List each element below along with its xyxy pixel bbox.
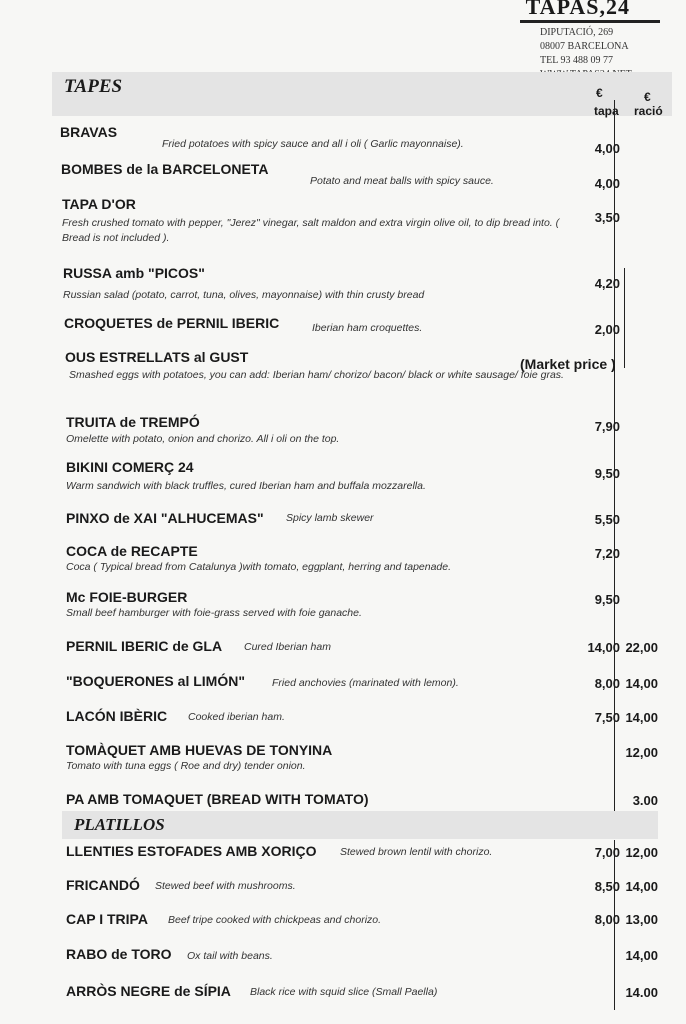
- item-description: Fried potatoes with spicy sauce and all i oli ( Garlic mayonnaise).: [162, 138, 464, 150]
- tapa-price: 4,00: [594, 176, 620, 191]
- logo-fragment: [520, 0, 660, 23]
- item-name: BRAVAS: [60, 124, 118, 140]
- item-name: PINXO de XAI "ALHUCEMAS": [66, 510, 264, 526]
- tapa-price: 14,00: [587, 640, 620, 655]
- tapa-price: 8,00: [594, 912, 620, 927]
- item-name: TAPA D'OR: [62, 196, 136, 212]
- item-description: Cured Iberian ham: [244, 641, 331, 653]
- item-description: Beef tripe cooked with chickpeas and chorizo.: [168, 914, 382, 926]
- section-title-platillos: PLATILLOS: [74, 815, 165, 834]
- address-city: 08007 BARCELONA: [540, 41, 629, 52]
- tapa-column-label: tapa: [594, 104, 619, 118]
- address-street: DIPUTACIÓ, 269: [540, 27, 614, 38]
- item-description: Tomato with tuna eggs ( Roe and dry) tender onion.: [66, 760, 306, 772]
- racio-currency: €: [644, 90, 651, 104]
- logo-text: TAPAS,24: [525, 0, 630, 19]
- racio-column-label: ració: [634, 104, 663, 118]
- tapa-currency: €: [596, 86, 603, 100]
- item-name: OUS ESTRELLATS al GUST: [65, 349, 249, 365]
- racio-price: 12,00: [625, 745, 658, 760]
- item-name: BIKINI COMERÇ 24: [66, 459, 194, 475]
- section-title-tapes: TAPES: [64, 76, 123, 97]
- item-name: LLENTIES ESTOFADES AMB XORIÇO: [66, 843, 317, 859]
- item-description: Small beef hamburger with foie-grass served with foie ganache.: [66, 607, 362, 619]
- tapa-price: 9,50: [594, 466, 620, 481]
- item-name: PERNIL IBERIC de GLA: [66, 638, 223, 654]
- item-name: RABO de TORO: [66, 946, 172, 962]
- racio-price: 12,00: [625, 845, 658, 860]
- tapa-price: 8,50: [594, 879, 620, 894]
- item-description: Omelette with potato, onion and chorizo. All i oli on the top.: [66, 433, 340, 445]
- item-name: PA AMB TOMAQUET (BREAD WITH TOMATO): [66, 791, 369, 807]
- tapa-price: 7,00: [594, 845, 620, 860]
- item-name: LACÓN IBÈRIC: [66, 708, 168, 724]
- tapa-price: 2,00: [594, 322, 620, 337]
- item-name: CROQUETES de PERNIL IBERIC: [64, 315, 280, 331]
- item-name: "BOQUERONES al LIMÓN": [66, 673, 245, 689]
- item-name: RUSSA amb "PICOS": [63, 265, 205, 281]
- item-name: ARRÒS NEGRE de SÍPIA: [66, 983, 231, 999]
- tapa-price: 7,50: [594, 710, 620, 725]
- tapa-price: 4,20: [594, 276, 620, 291]
- item-name: BOMBES de la BARCELONETA: [61, 161, 269, 177]
- item-description: Cooked iberian ham.: [188, 711, 285, 723]
- tapa-price: 4,00: [594, 141, 620, 156]
- tapa-price: 3,50: [594, 210, 620, 225]
- tapa-price: 5,50: [594, 512, 620, 527]
- item-description: Fried anchovies (marinated with lemon).: [272, 677, 459, 689]
- item-description: Fresh crushed tomato with pepper, "Jerez" vinegar, salt maldon and extra virgin olive oil, to dip bread into. ( Bread is not included ).: [62, 217, 560, 244]
- market-price-label: (Market price ): [520, 356, 616, 372]
- racio-price: 14,00: [625, 710, 658, 725]
- item-description: Smashed eggs with potatoes, you can add: Iberian ham/ chorizo/ bacon/ black or white sausage/ foie gras.: [69, 369, 564, 381]
- racio-price: 14.00: [625, 985, 658, 1000]
- tapa-price: 8,00: [594, 676, 620, 691]
- racio-price: 22,00: [625, 640, 658, 655]
- address-phone: TEL 93 488 09 77: [540, 55, 613, 66]
- racio-price: 13,00: [625, 912, 658, 927]
- item-description: Stewed brown lentil with chorizo.: [340, 846, 493, 858]
- item-description: Coca ( Typical bread from Catalunya )with tomato, eggplant, herring and tapenade.: [66, 561, 452, 573]
- item-description: Potato and meat balls with spicy sauce.: [310, 175, 494, 187]
- tapa-price: 7,90: [594, 419, 620, 434]
- item-name: Mc FOIE-BURGER: [66, 589, 188, 605]
- item-name: TOMÀQUET AMB HUEVAS DE TONYINA: [66, 742, 333, 758]
- racio-price: 14,00: [625, 948, 658, 963]
- racio-price: 14,00: [625, 676, 658, 691]
- tapes-section-band: [52, 72, 672, 116]
- item-description: Black rice with squid slice (Small Paella): [250, 986, 438, 998]
- item-name: CAP I TRIPA: [66, 911, 148, 927]
- item-description: Stewed beef with mushrooms.: [155, 880, 296, 892]
- item-name: COCA de RECAPTE: [66, 543, 198, 559]
- item-description: Warm sandwich with black truffles, cured Iberian ham and buffala mozzarella.: [66, 480, 426, 492]
- racio-price: 14,00: [625, 879, 658, 894]
- racio-price: 3.00: [632, 793, 658, 808]
- item-description: Iberian ham croquettes.: [312, 322, 423, 334]
- item-description: Ox tail with beans.: [187, 950, 273, 962]
- item-description: Spicy lamb skewer: [286, 512, 374, 524]
- item-name: TRUITA de TREMPÓ: [66, 414, 200, 430]
- item-name: FRICANDÓ: [66, 877, 140, 893]
- item-description: Russian salad (potato, carrot, tuna, olives, mayonnaise) with thin crusty bread: [63, 289, 425, 301]
- tapa-price: 7,20: [594, 546, 620, 561]
- tapa-price: 9,50: [594, 592, 620, 607]
- column-divider-offset: [624, 268, 625, 368]
